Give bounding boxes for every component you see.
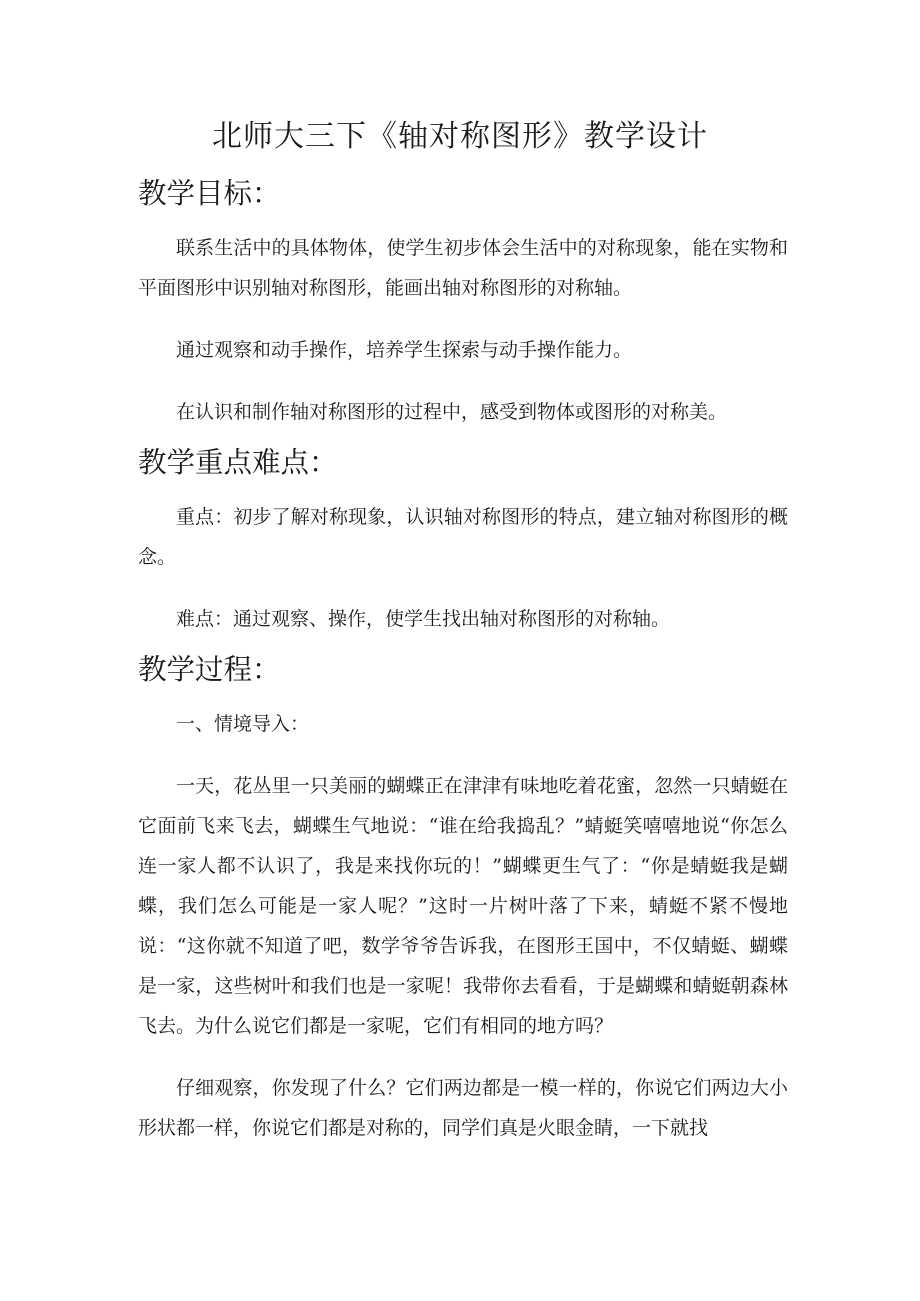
key-points-heading: 教学重点难点： <box>138 446 338 479</box>
process-heading: 教学过程： <box>138 653 281 686</box>
goal-paragraph-2: 通过观察和动手操作，培养学生探索与动手操作能力。 <box>176 339 633 361</box>
document-body <box>138 174 788 1148</box>
difficulty-paragraph: 难点：通过观察、操作，使学生找出轴对称图形的对称轴。 <box>176 608 671 630</box>
step-1-heading: 一、情境导入： <box>176 713 310 735</box>
goal-paragraph-1: 联系生活中的具体物体，使学生初步体会生活中的对称现象，能在实物和平面图形中识别轴对称图形，能画出轴对称图形的对称轴。 <box>138 237 788 299</box>
goals-heading: 教学目标： <box>138 177 281 210</box>
goal-paragraph-3: 在认识和制作轴对称图形的过程中，感受到物体或图形的对称美。 <box>176 401 728 423</box>
story-paragraph: 一天，花丛里一只美丽的蝴蝶正在津津有味地吃着花蜜，忽然一只蜻蜓在它面前飞来飞去，蝴蝶生气地说：“谁在给我捣乱？”蜻蜓笑嘻嘻地说“你怎么连一家人都不认识了，我是来找你玩的！”蝴蝶更生气了：“你是蜻蜓我是蝴蝶，我们怎么可能是一家人呢？”这时一片树叶落了下来，蜻蜓不紧不慢地说：“这你就不知道了吧，数学爷爷告诉我，在图形王国中，不仅蜻蜓、蝴蝶是一家，这些树叶和我们也是一家呢！我带你去看看，于是蝴蝶和蜻蜓朝森林飞去。为什么说它们都是一家呢，它们有相同的地方吗？ <box>138 775 788 1037</box>
observation-paragraph: 仔细观察，你发现了什么？它们两边都是一模一样的，你说它们两边大小形状都一样，你说它们都是对称的，同学们真是火眼金睛，一下就找 <box>138 1077 788 1139</box>
key-point-paragraph: 重点：初步了解对称现象，认识轴对称图形的特点，建立轴对称图形的概念。 <box>138 506 788 568</box>
document-title: 北师大三下《轴对称图形》教学设计 <box>212 119 708 154</box>
